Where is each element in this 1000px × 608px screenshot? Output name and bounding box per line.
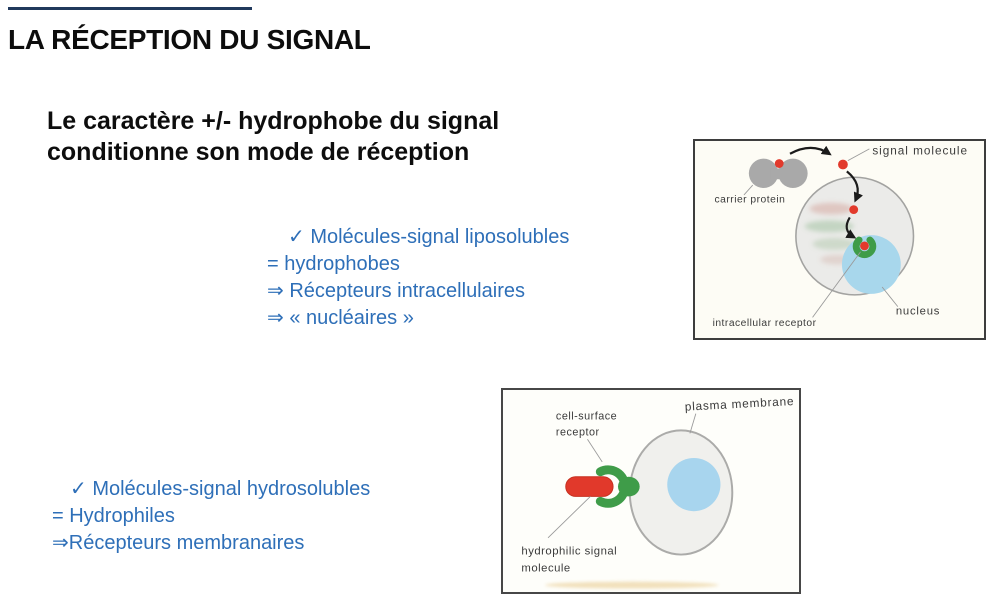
intro-line-2: conditionne son mode de réception: [47, 138, 470, 166]
receptor-membrane-knob: [618, 477, 640, 497]
nucleus-leader-line: [882, 287, 898, 307]
liposoluble-line-3: ⇒ Récepteurs intracellulaires: [267, 280, 525, 302]
intro-line-1: Le caractère +/- hydrophobe du signal: [47, 107, 500, 135]
scan-smudge: [545, 582, 718, 589]
signal-molecule-leader-line: [548, 496, 590, 537]
liposoluble-line-4: ⇒ « nucléaires »: [267, 307, 414, 329]
carrier-protein-leader-line: [744, 185, 753, 195]
signal-molecule-dot-free: [838, 160, 848, 170]
cell-surface-receptor-label-line1: cell-surface: [555, 410, 618, 423]
cell-surface-receptor-figure: [501, 388, 801, 594]
title-rule: [8, 7, 252, 10]
plasma-membrane-label: plasma membrane: [684, 393, 795, 414]
hydrophilic-signal-label-line2: molecule: [521, 562, 571, 575]
cell-surface-receptor-diagram: [503, 390, 799, 592]
hydrosoluble-line-1: ✓ Molécules-signal hydrosolubles: [70, 478, 371, 500]
intracellular-receptor-label: intracellular receptor: [712, 318, 817, 330]
signal-molecule-dot-cytoplasm: [849, 205, 858, 214]
page-title: LA RÉCEPTION DU SIGNAL: [8, 24, 371, 55]
carrier-protein-label: carrier protein: [714, 194, 786, 206]
release-arrow: [790, 148, 829, 154]
hydrosoluble-line-2: = Hydrophiles: [52, 505, 175, 527]
cell-surface-receptor-label-line2: receptor: [555, 426, 600, 439]
liposoluble-line-1: ✓ Molécules-signal liposolubles: [288, 226, 570, 248]
intracellular-receptor-diagram: [695, 141, 984, 338]
signal-molecule-dot-bound: [860, 241, 869, 250]
liposoluble-text-block: [267, 224, 569, 332]
nucleus-shape: [667, 458, 720, 511]
hydrophilic-signal-molecule-shape: [566, 477, 613, 497]
liposoluble-line-2: = hydrophobes: [267, 253, 400, 275]
hydrophilic-signal-label-line1: hydrophilic signal: [521, 545, 618, 558]
signal-molecule-label: signal molecule: [872, 144, 969, 158]
intracellular-receptor-figure: [693, 139, 986, 340]
plasma-membrane-leader-line: [690, 414, 696, 434]
hydrosoluble-text-block: [52, 476, 370, 557]
signal-molecule-dot-carrier: [775, 159, 784, 168]
hydrosoluble-line-3: ⇒Récepteurs membranaires: [52, 532, 305, 554]
nucleus-label: nucleus: [895, 305, 941, 318]
signal-molecule-leader-line: [848, 149, 870, 161]
intro-statement: [47, 106, 499, 168]
receptor-leader-line: [587, 439, 602, 462]
